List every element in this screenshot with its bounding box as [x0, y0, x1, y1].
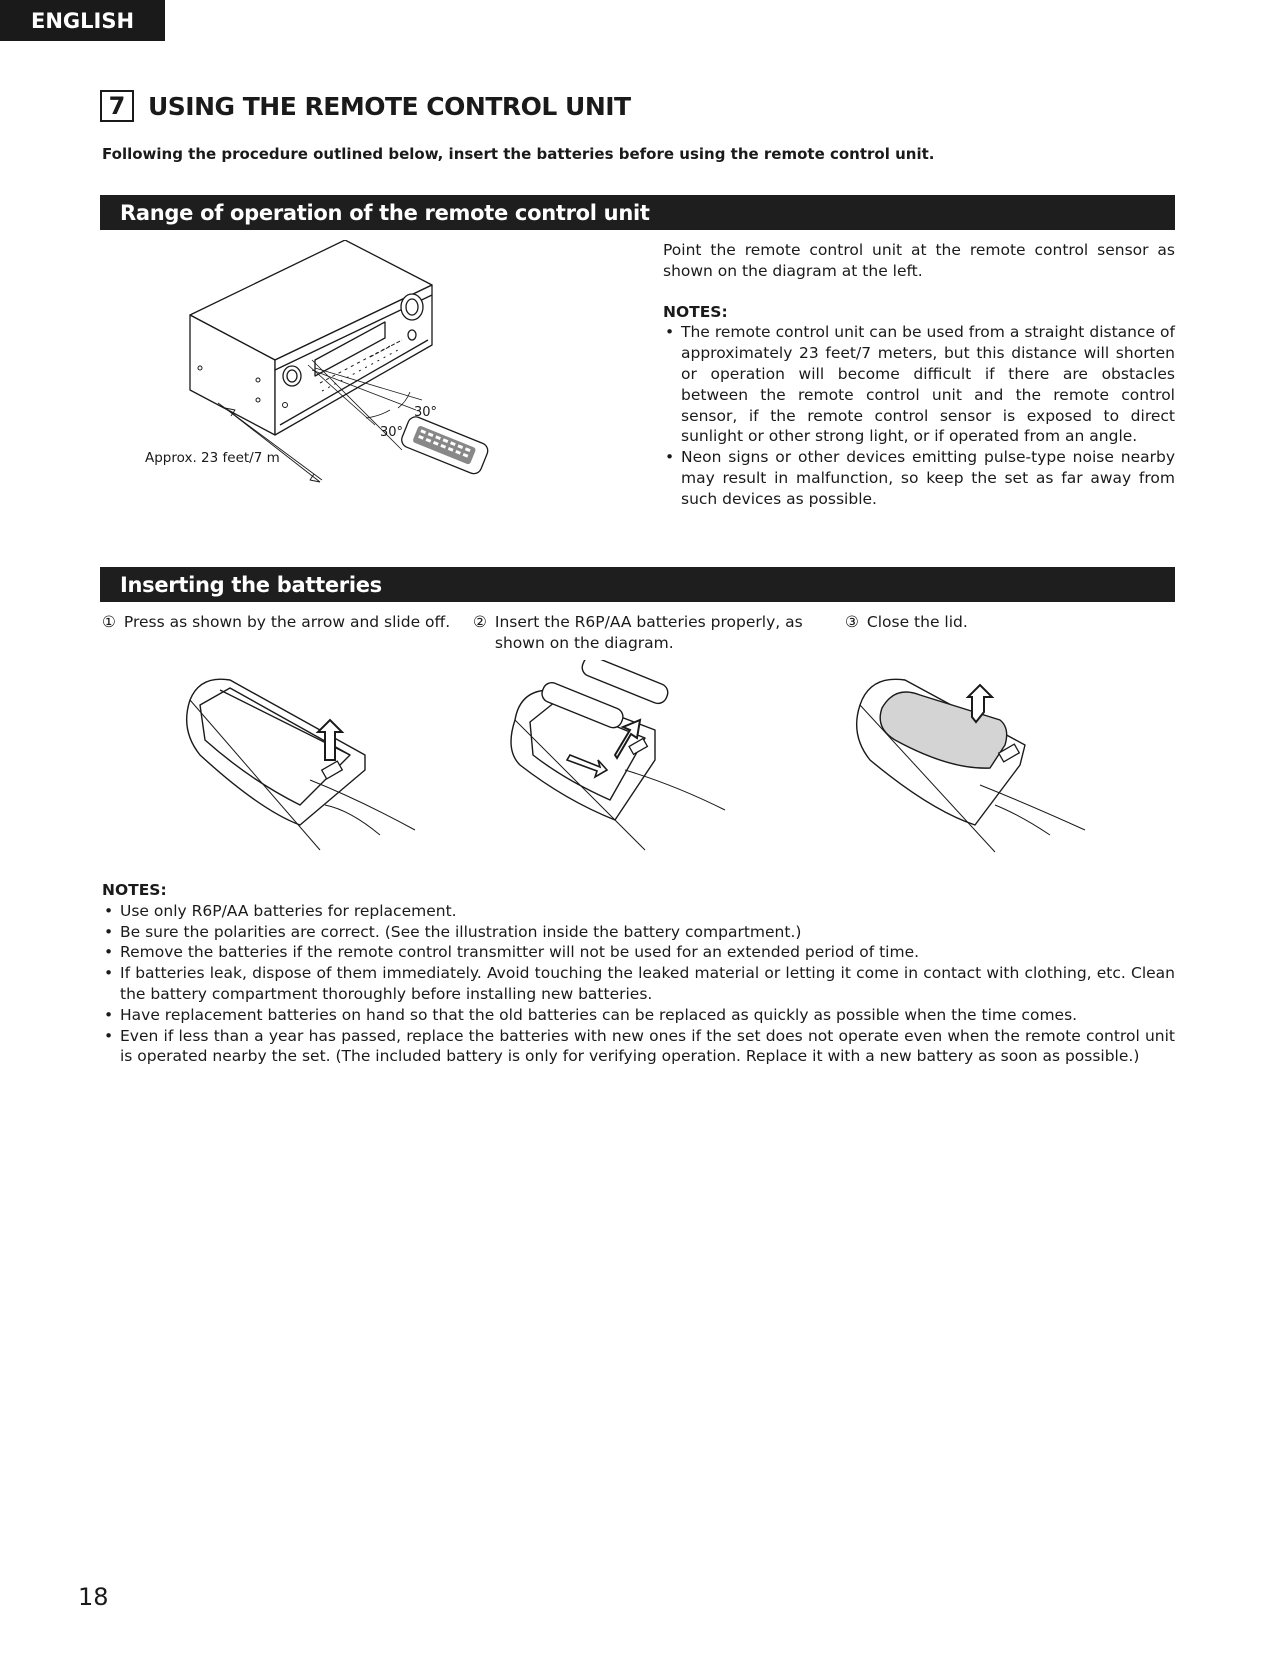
list-item: • Even if less than a year has passed, replace the batteries with new ones if the set does not operate even when the remote control unit is operated nearby the set. (The included battery is only for verifying operation. Replace it with a new battery as soon as possible.): [102, 1026, 1175, 1068]
battery-notes-heading: NOTES:: [102, 881, 167, 899]
step-1-illustration: [180, 660, 430, 855]
step-2-illustration: [505, 660, 755, 855]
range-description-block: [663, 240, 1175, 510]
step-number: ③: [845, 613, 859, 631]
step-3: [845, 612, 1145, 633]
range-notes-list: [663, 322, 1175, 509]
range-notes-heading: NOTES:: [663, 302, 728, 321]
intro-text: Following the procedure outlined below, insert the batteries before using the remote control unit.: [102, 145, 935, 163]
step-3-illustration: [850, 660, 1100, 855]
step-text: Press as shown by the arrow and slide off.: [123, 613, 451, 631]
step-text: Insert the R6P/AA batteries properly, as shown on the diagram.: [494, 613, 803, 652]
range-heading: Range of operation of the remote control unit: [100, 195, 1175, 230]
battery-notes-list: [102, 901, 1175, 1067]
angle-upper-label: 30°: [414, 405, 438, 420]
batteries-heading: Inserting the batteries: [100, 567, 1175, 602]
step-number: ①: [102, 613, 116, 631]
language-tab: ENGLISH: [0, 0, 165, 41]
step-2: [473, 612, 813, 654]
chapter-number: 7: [100, 90, 134, 122]
list-item: • Neon signs or other devices emitting pulse-type noise nearby may result in malfunction, so keep the set as far away from such devices as possible.: [663, 447, 1175, 509]
distance-label: Approx. 23 feet/7 m: [145, 450, 280, 466]
list-item: • Remove the batteries if the remote control transmitter will not be used for an extended period of time.: [102, 942, 1175, 963]
range-description: Point the remote control unit at the remote control sensor as shown on the diagram at the left.: [663, 241, 1175, 280]
list-item: • If batteries leak, dispose of them immediately. Avoid touching the leaked material or letting it come in contact with clothing, etc. Clean the battery compartment thoroughly before installing new batteries.: [102, 963, 1175, 1005]
angle-lower-label: 30°: [380, 425, 404, 440]
section-title: [100, 90, 631, 122]
list-item: • Be sure the polarities are correct. (See the illustration inside the battery compartment.): [102, 922, 1175, 943]
list-item: • The remote control unit can be used from a straight distance of approximately 23 feet/7 meters, but this distance will shorten or operation will become difficult if there are obstacles between the remote control unit and the remote control sensor, if the remote control sensor is exposed to direct sunlight or other strong light, or if operated from an angle.: [663, 322, 1175, 447]
range-diagram: [140, 240, 540, 515]
page-title: USING THE REMOTE CONTROL UNIT: [148, 91, 631, 121]
battery-notes: [102, 880, 1175, 1067]
step-1: [102, 612, 452, 633]
list-item: • Use only R6P/AA batteries for replacement.: [102, 901, 1175, 922]
step-text: Close the lid.: [866, 613, 968, 631]
list-item: • Have replacement batteries on hand so that the old batteries can be replaced as quickly as possible when the time comes.: [102, 1005, 1175, 1026]
page-number: 18: [78, 1583, 109, 1611]
step-number: ②: [473, 613, 487, 631]
